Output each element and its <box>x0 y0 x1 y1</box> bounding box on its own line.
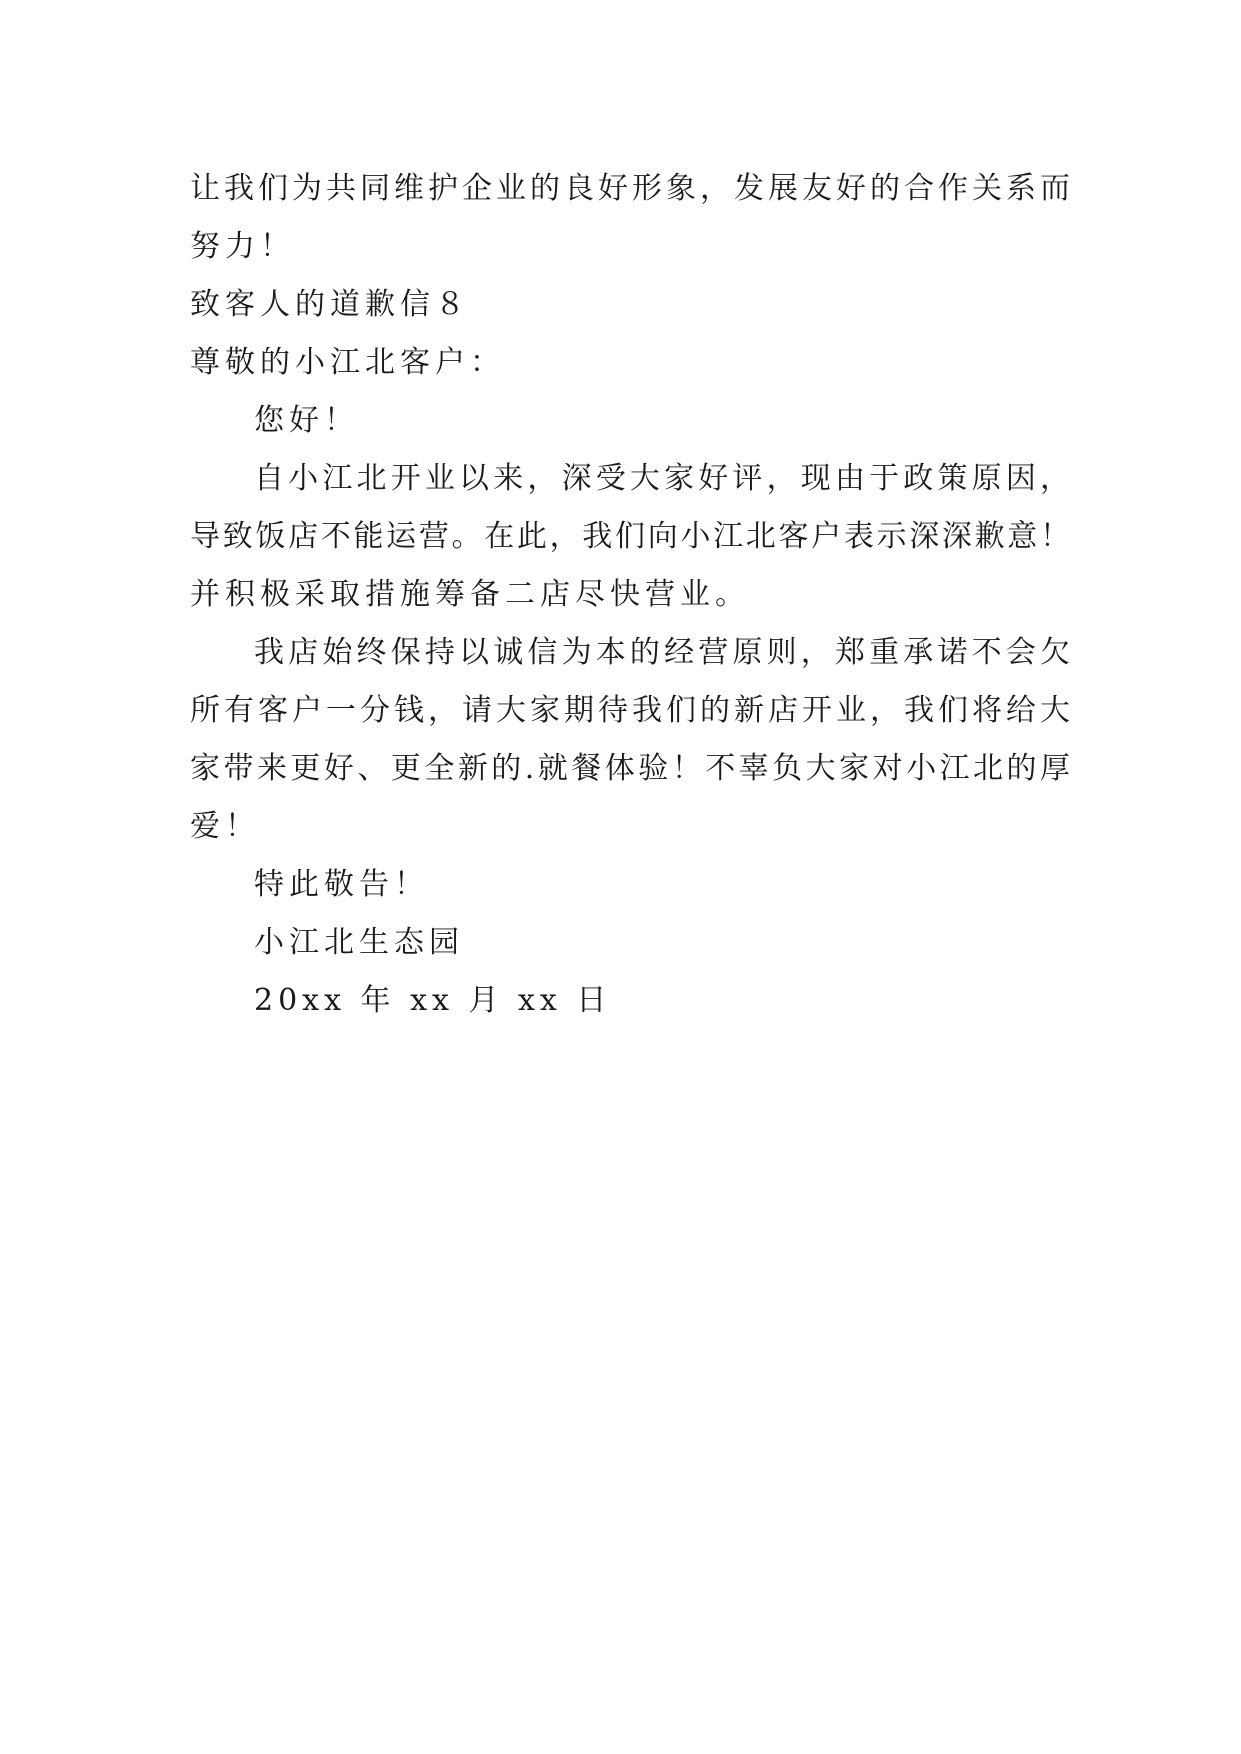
date: 20xx 年 xx 月 xx 日 <box>254 983 612 1018</box>
body-paragraph-1 <box>190 450 1070 624</box>
text-line: 爱！ <box>190 809 260 844</box>
text-line: 自小江北开业以来，深受大家好评，现由于政策原因， <box>254 461 1070 496</box>
text-line: 所有客户一分钱，请大家期待我们的新店开业，我们将给大 <box>190 693 1070 728</box>
signature: 小江北生态园 <box>254 925 464 960</box>
text-line: 导致饭店不能运营。在此，我们向小江北客户表示深深歉意！ <box>190 519 1070 554</box>
body-paragraph-2 <box>190 624 1070 856</box>
text-line: 并积极采取措施筹备二店尽快营业。 <box>190 577 750 612</box>
text-line: 我店始终保持以诚信为本的经营原则，郑重承诺不会欠 <box>254 635 1070 670</box>
greeting: 您好！ <box>254 403 359 438</box>
closing-paragraph <box>190 160 1070 276</box>
closing-remark: 特此敬告！ <box>254 867 429 902</box>
salutation: 尊敬的小江北客户： <box>190 345 505 380</box>
text-line: 努力！ <box>190 229 295 264</box>
text-line: 让我们为共同维护企业的良好形象，发展友好的合作关系而 <box>190 171 1070 206</box>
text-line: 家带来更好、更全新的.就餐体验！不辜负大家对小江北的厚 <box>190 751 1070 786</box>
letter-title: 致客人的道歉信８ <box>190 287 470 322</box>
letter-body <box>190 160 1070 1030</box>
